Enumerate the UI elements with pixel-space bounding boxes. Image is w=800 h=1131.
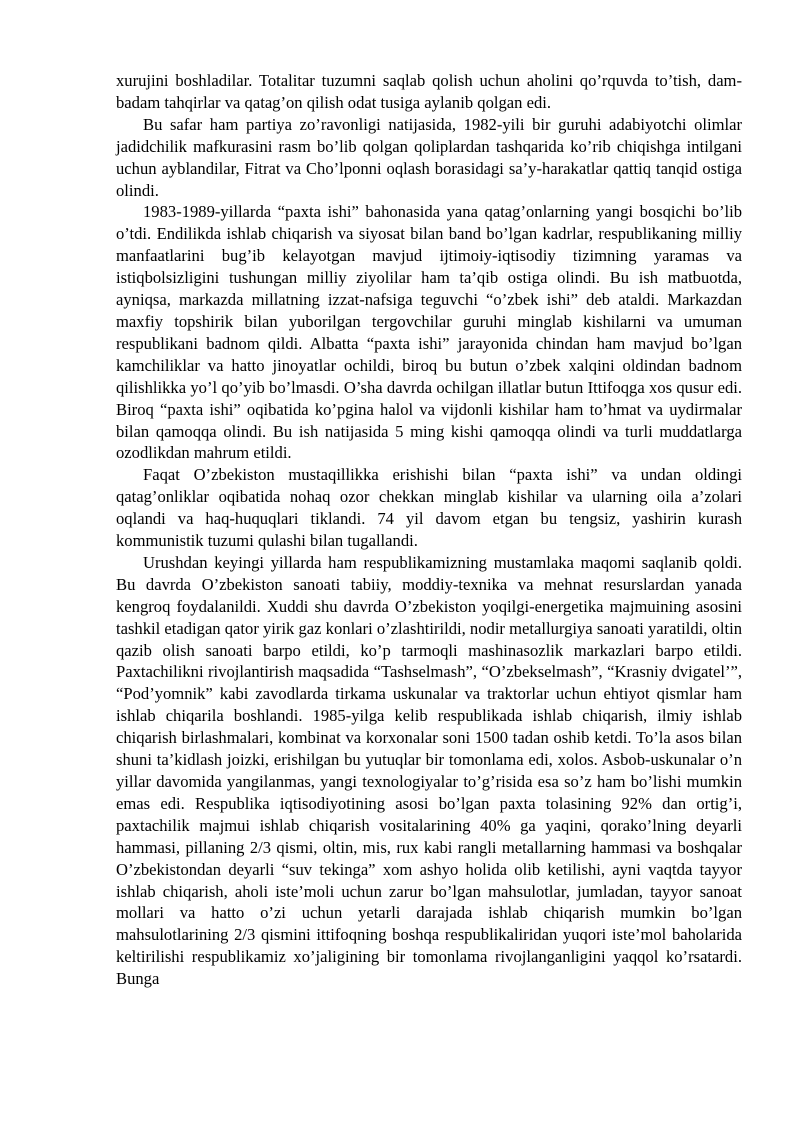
paragraph-1: xurujini boshladilar. Totalitar tuzumni saqlab qolish uchun aholini qo’rquvda to’tish, dam-badam tahqirlar va qatag’on qilish odat tusiga aylanib qolgan edi. [116,71,742,112]
paragraph-4: Faqat O’zbekiston mustaqillikka erishishi bilan “paxta ishi” va undan oldingi qatag’onliklar oqibatida nohaq ozor chekkan minglab kishilar va ularning oila a’zolari oqlandi va haq-huquqlari tiklandi. 74 yil davom etgan bu tengsiz, yashirin kurash kommunistik tuzumi qulashi bilan tugallandi. [116,465,742,551]
paragraph-5: Urushdan keyingi yillarda ham respublikamizning mustamlaka maqomi saqlanib qoldi. Bu davrda O’zbekiston sanoati tabiiy, moddiy-texnika va mehnat resurslardan yanada kengroq foydalanildi. Xuddi shu davrda O’zbekiston yoqilgi-energetika majmuining asosini tashkil etadigan qator yirik gaz konlari o’zlashtirildi, nodir metallurgiya sanoati yaratildi, oltin qazib olish sanoati barpo etildi, ko’p tarmoqli mashinasozlik markazlari barpo etildi. Paxtachilikni rivojlantirish maqsadida “Tashselmash”, “O’zbekselmash”, “Krasniy dvigatel’”, “Pod’yomnik” kabi zavodlarda tirkama uskunalar va traktorlar uchun ehtiyot qismlar ham ishlab chiqarila boshlandi. 1985-yilga kelib respublikada ishlab chiqarish, ilmiy ishlab chiqarish birlashmalari, kombinat va korxonalar soni 1500 tadan oshib ketdi. To’la asos bilan shuni ta’kidlash joizki, erishilgan bu yutuqlar bir tomonlama edi, xolos. Asbob-uskunalar o’n yillar davomida yangilanmas, yangi texnologiyalar to’g’risida esa so’z ham bo’lishi mumkin emas edi. Respublika iqtisodiyotining asosi bo’lgan paxta tolasining 92% dan ortig’i, paxtachilik majmui ishlab chiqarish vositalarining 40% ga yaqini, qorako’lning deyarli hammasi, pillaning 2/3 qismi, oltin, mis, rux kabi rangli metallarning hammasi va boshqalar O’zbekistondan deyarli “suv tekinga” xom ashyo holida olib ketilishi, ayni vaqtda tayyor ishlab chiqarish, aholi iste’moli uchun zarur bo’lgan mahsulotlar, jumladan, tayyor sanoat mollari va hatto o’zi uchun yetarli darajada ishlab chiqarish mumkin bo’lgan mahsulotlarining 2/3 qismini ittifoqning boshqa respublikaliridan yuqori iste’mol baholarida keltirilishi respublikamiz xo’jaligining bir tomonlama rivojlanganligini yaqqol ko’rsatardi. Bunga [116,552,742,989]
paragraph-3: 1983-1989-yillarda “paxta ishi” bahonasida yana qatag’onlarning yangi bosqichi bo’lib o’tdi. Endilikda ishlab chiqarish va siyosat bilan band bo’lgan kadrlar, respublikaning milliy manfaatlarini bug’ib kelayotgan mavjud ijtimoiy-iqtisodiy tizimning yaramas va istiqbolsizligini tushungan milliy ziyolilar ham ta’qib ostiga olindi. Bu ish matbuotda, ayniqsa, markazda millatning izzat-nafsiga teguvchi “o’zbek ishi” deb ataldi. Markazdan maxfiy topshirik bilan yuborilgan tergovchilar guruhi minglab kishilarni va umuman respublikani badnom qildi. Albatta “paxta ishi” jarayonida chindan ham mavjud bo’lgan kamchiliklar va hatto jinoyatlar ochildi, biroq bu butun o’zbek xalqini oldindan badnom qilishlikka yo’l qo’yib bo’lmasdi. O’sha davrda ochilgan illatlar butun Ittifoqga xos qusur edi. Biroq “paxta ishi” oqibatida ko’pgina halol va vijdonli kishilar ham to’hmat va uydirmalar bilan qamoqqa olindi. Bu ish natijasida 5 ming kishi qamoqqa olindi va turli muddatlarga ozodlikdan mahrum etildi. [116,202,742,463]
paragraph-2: Bu safar ham partiya zo’ravonligi natijasida, 1982-yili bir guruhi adabiyotchi olimlar jadidchilik mafkurasini rasm bo’lib qolgan qoliplardan tashqarida ko’rib chiqishga intilgani uchun ayblandilar, Fitrat va Cho’lponni oqlash borasidagi sa’y-harakatlar qattiq tanqid ostiga olindi. [116,114,742,200]
document-page [116,70,742,990]
